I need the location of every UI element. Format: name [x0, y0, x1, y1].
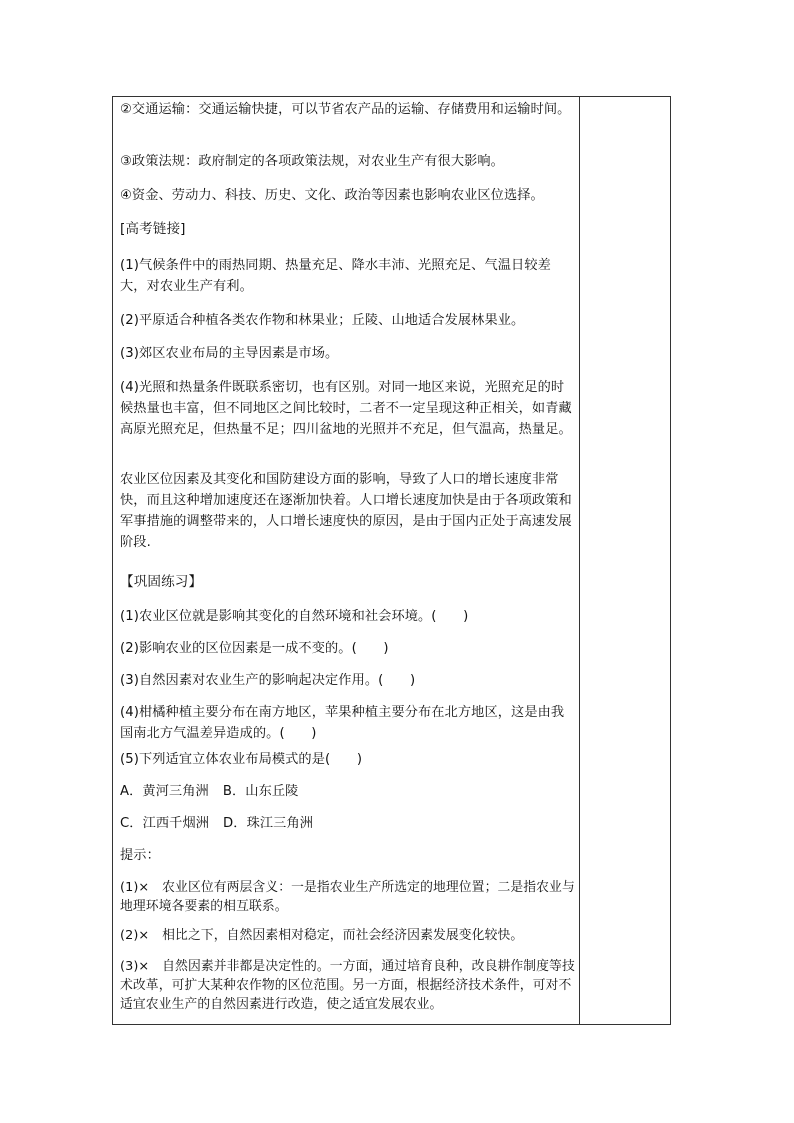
paragraph-population: 农业区位因素及其变化和国防建设方面的影响，导致了人口的增长速度非常快，而且这种增加速度还在逐渐加快着。人口增长速度加快是由于各项政策和军事措施的调整带来的，人口增长速度快的原因，是由于国内正处于高速发展阶段. [120, 472, 572, 550]
option-row-cd [120, 813, 576, 834]
exam-link-item-1: (1)气候条件中的雨热同期、热量充足、降水丰沛、光照充足、气温日较差大，对农业生产有利。 [120, 258, 551, 294]
paragraph-other-factors: ④资金、劳动力、科技、历史、文化、政治等因素也影响农业区位选择。 [120, 188, 544, 203]
paragraph-policy: ③政策法规：政府制定的各项政策法规，对农业生产有很大影响。 [120, 154, 504, 169]
exam-link-item-2: (2)平原适合种植各类农作物和林果业；丘陵、山地适合发展林果业。 [120, 313, 525, 328]
exam-link-item-3: (3)郊区农业布局的主导因素是市场。 [120, 346, 339, 361]
practice-question-2: (2)影响农业的区位因素是一成不变的。( ) [120, 641, 389, 656]
side-notes-cell [580, 97, 670, 1024]
section-heading-exam-link: [高考链接] [120, 221, 186, 237]
practice-question-3: (3)自然因素对农业生产的影响起决定作用。( ) [120, 673, 416, 688]
option-a: A．黄河三角洲 [120, 784, 209, 799]
section-heading-practice: 【巩固练习】 [120, 574, 203, 590]
option-c: C．江西千烟洲 [120, 816, 210, 831]
practice-question-5: (5)下列适宜立体农业布局模式的是( ) [120, 752, 363, 767]
option-d: D．珠江三角洲 [223, 816, 314, 831]
hint-answer-3: (3)× 自然因素并非都是决定性的。一方面，通过培育良种，改良耕作制度等技术改革，可扩大某种农作物的区位范围。另一方面，根据经济技术条件，可对不适宜农业生产的自然因素进行改造，使之适宜发展农业。 [120, 959, 575, 1012]
option-b: B．山东丘陵 [222, 784, 299, 799]
paragraph-transport: ②交通运输：交通运输快捷，可以节省农产品的运输、存储费用和运输时间。 [120, 102, 571, 117]
content-table [112, 96, 671, 1025]
exam-link-item-4: (4)光照和热量条件既联系密切，也有区别。对同一地区来说，光照充足的时候热量也丰富，但不同地区之间比较时，二者不一定呈现这种正相关，如青藏高原光照充足，但热量不足；四川盆地的光照并不充足，但气温高，热量足。 [120, 380, 572, 437]
hints-label: 提示： [120, 848, 160, 863]
practice-question-4: (4)柑橘种植主要分布在南方地区，苹果种植主要分布在北方地区，这是由我国南北方气温差异造成的。( ) [120, 705, 565, 741]
hint-answer-1: (1)× 农业区位有两层含义：一是指农业生产所选定的地理位置；二是指农业与地理环境各要素的相互联系。 [120, 880, 575, 914]
option-row-ab [120, 781, 576, 802]
practice-question-1: (1)农业区位就是影响其变化的自然环境和社会环境。( ) [120, 609, 469, 624]
main-content-cell [113, 97, 580, 1024]
hint-answer-2: (2)× 相比之下，自然因素相对稳定，而社会经济因素发展变化较快。 [120, 928, 524, 943]
